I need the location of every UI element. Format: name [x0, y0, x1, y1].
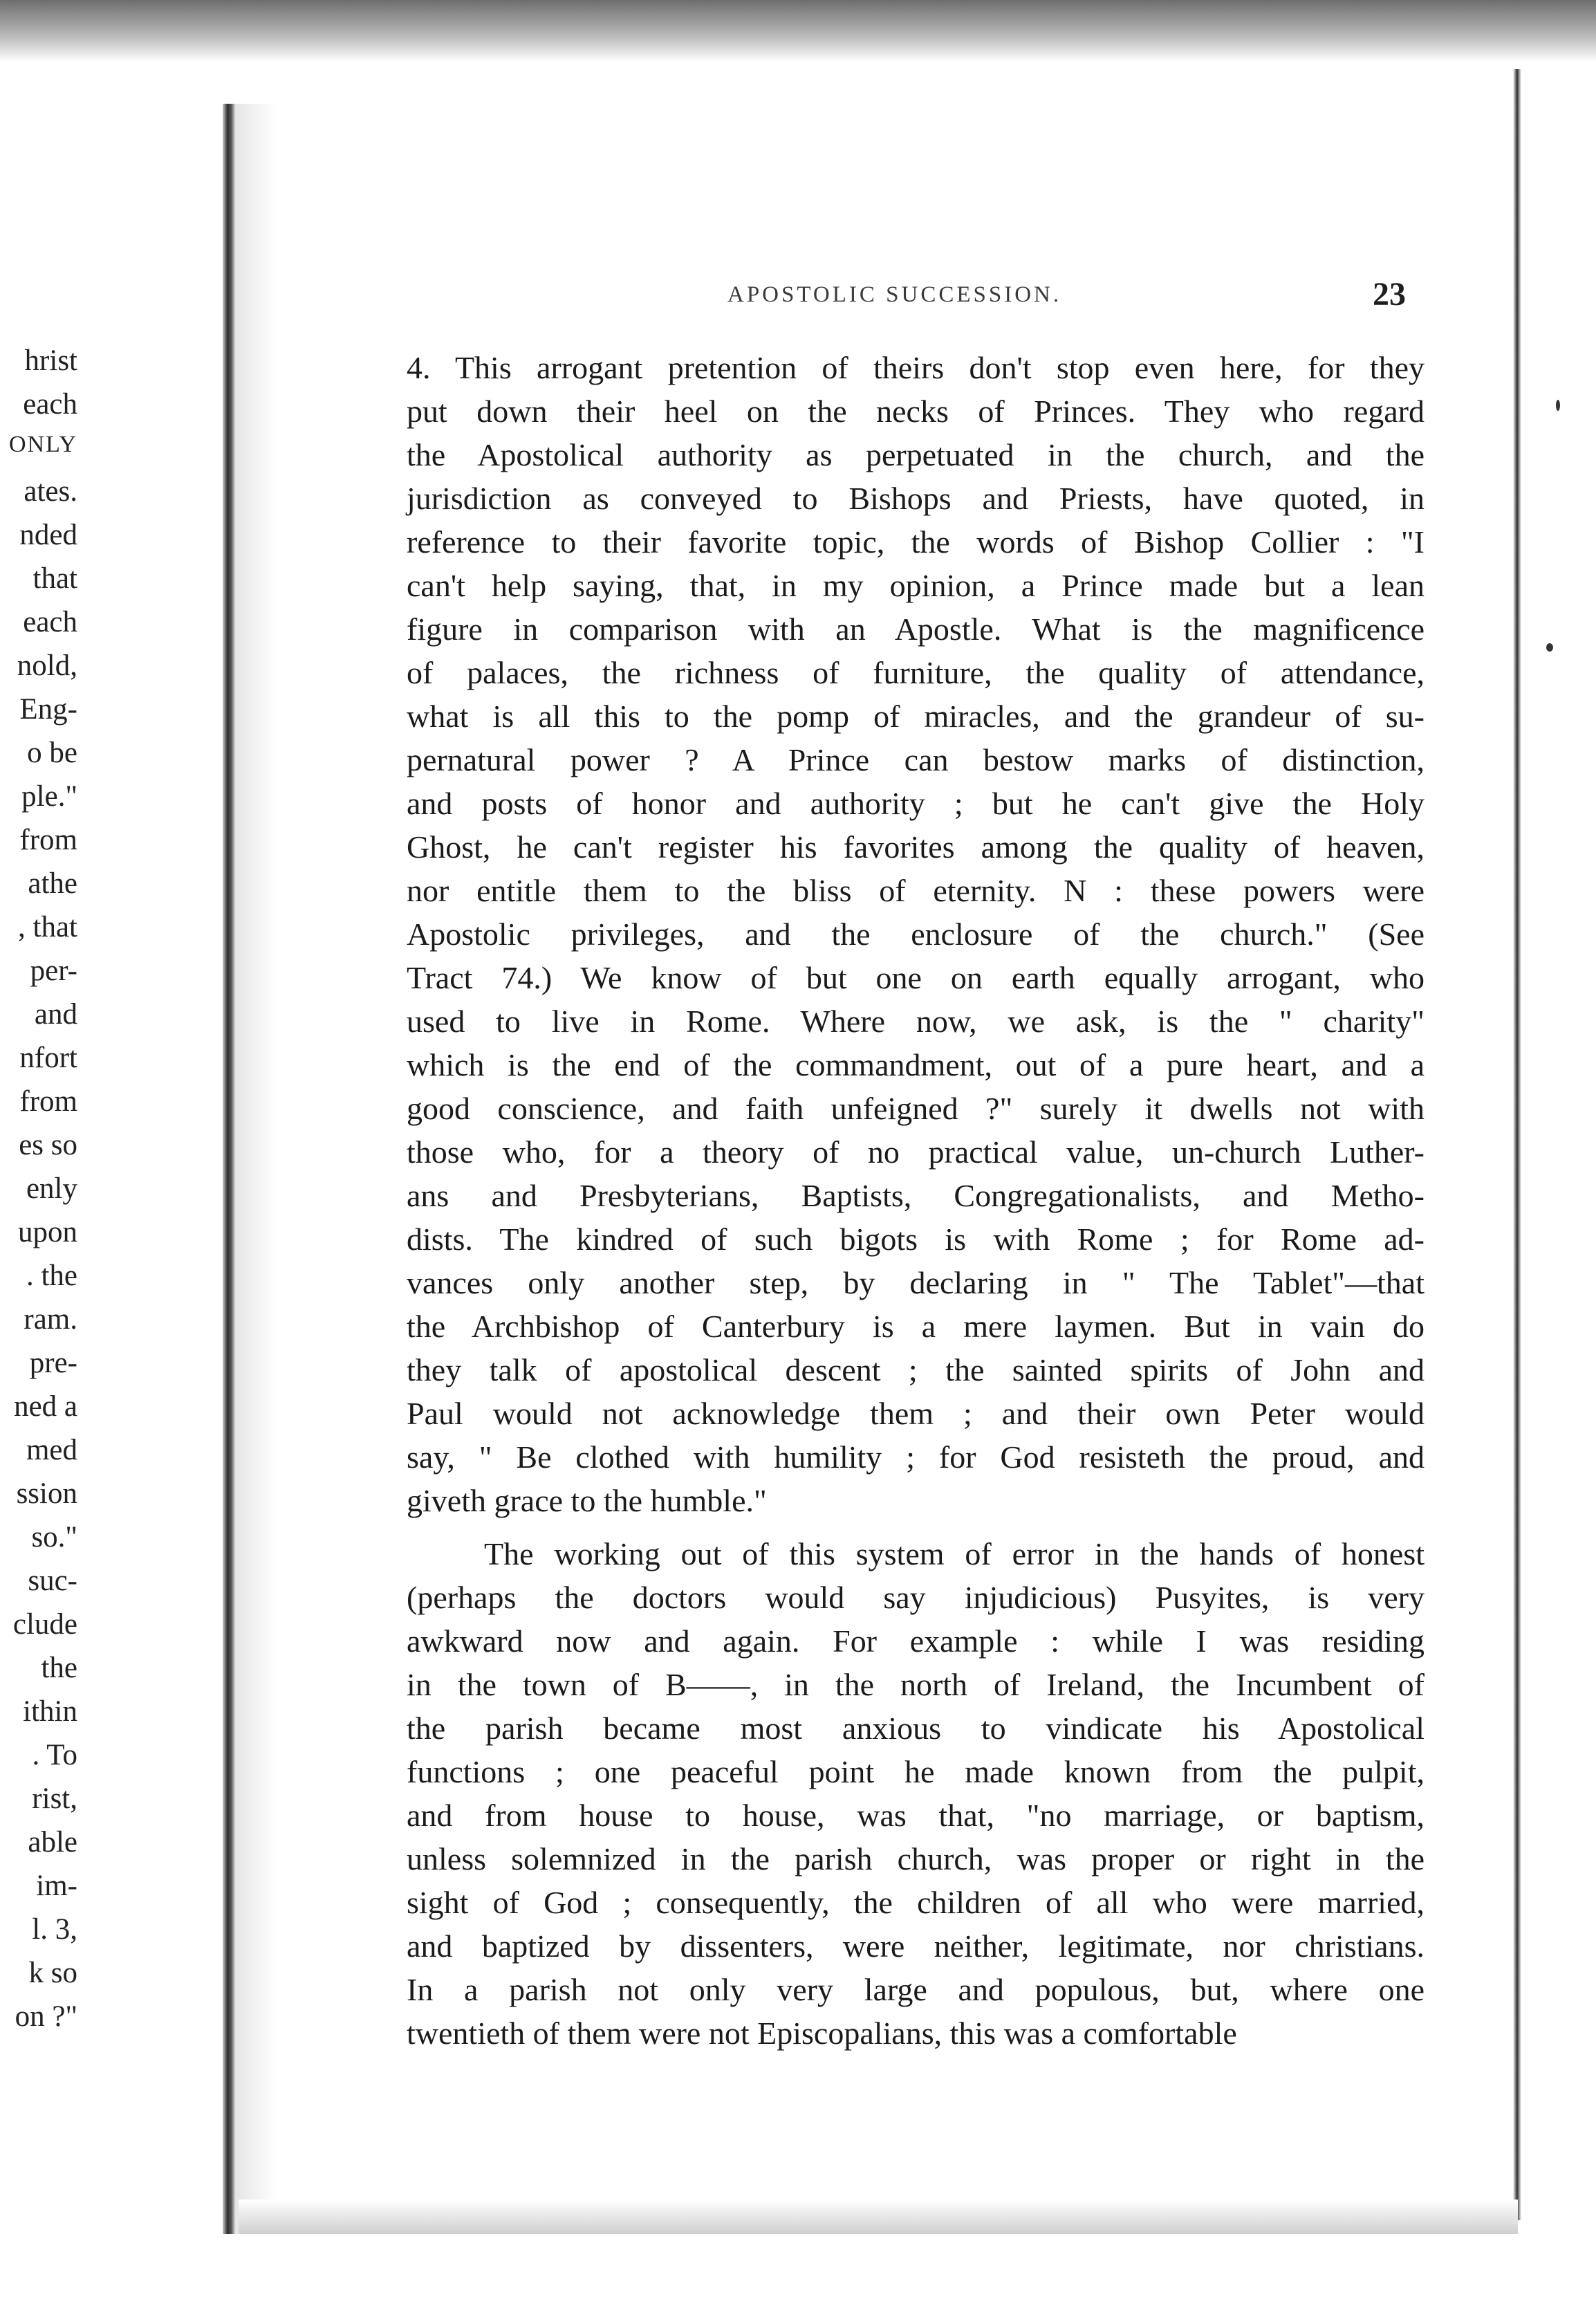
facing-page-fragment: . the — [26, 1260, 77, 1292]
facing-page-fragment: im- — [36, 1870, 77, 1902]
facing-page-fragment: ONLY — [8, 432, 77, 457]
text-line: those who, for a theory of no practical value, un-church Luther- — [407, 1134, 1425, 1170]
text-line: giveth grace to the humble." — [407, 1483, 767, 1518]
text-line: (perhaps the doctors would say injudicious) Pusyites, is very — [407, 1580, 1425, 1615]
scan-top-shadow — [0, 0, 1596, 62]
text-line: say, " Be clothed with humility ; for God resisteth the proud, and — [407, 1439, 1425, 1475]
text-line: unless solemnized in the parish church, was proper or right in the — [407, 1841, 1425, 1876]
text-line: 4. This arrogant pretention of theirs don't stop even here, for they — [407, 350, 1425, 385]
text-line: twentieth of them were not Episcopalians, this was a comfortable — [407, 2016, 1237, 2051]
text-line: the Apostolical authority as perpetuated in the church, and the — [407, 437, 1425, 472]
text-line: they talk of apostolical descent ; the sainted spirits of John and — [407, 1352, 1425, 1387]
facing-page-fragment: l. 3, — [32, 1913, 77, 1946]
page-bottom-edge — [239, 2200, 1518, 2234]
facing-page-fragment: Eng- — [19, 693, 77, 726]
text-line: figure in comparison with an Apostle. What is the magnificence — [407, 611, 1425, 647]
text-line: Tract 74.) We know of but one on earth equally arrogant, who — [407, 960, 1425, 995]
facing-page-fragment: es so — [19, 1129, 77, 1161]
text-line: nor entitle them to the bliss of eternity. N : these powers were — [407, 873, 1425, 908]
body-text — [407, 346, 1425, 2055]
facing-page-fragment: ned a — [14, 1390, 77, 1423]
text-line: which is the end of the commandment, out of a pure heart, and a — [407, 1047, 1425, 1082]
text-line: dists. The kindred of such bigots is with Rome ; for Rome ad- — [407, 1221, 1425, 1257]
facing-page-fragment: rist, — [32, 1782, 77, 1815]
facing-page-fragment: ple." — [21, 780, 77, 813]
facing-page-fragment: clude — [12, 1608, 77, 1641]
facing-page-fragment: . To — [32, 1739, 77, 1771]
facing-page-fragment: ithin — [23, 1695, 77, 1728]
facing-page-fragment: ates. — [24, 475, 77, 508]
facing-page-fragment: athe — [28, 867, 77, 900]
text-line: The working out of this system of error in the hands of honest — [484, 1536, 1425, 1571]
facing-page-fragment: , that — [18, 911, 77, 943]
scan-speck — [1546, 643, 1553, 652]
facing-page-fragments — [0, 346, 100, 2103]
text-line: sight of God ; consequently, the children of all who were married, — [407, 1885, 1425, 1920]
facing-page-fragment: upon — [18, 1216, 77, 1248]
text-line: the Archbishop of Canterbury is a mere laymen. But in vain do — [407, 1309, 1425, 1344]
facing-page-fragment: and — [34, 998, 77, 1031]
text-line: Paul would not acknowledge them ; and their own Peter would — [407, 1396, 1425, 1431]
facing-page-fragment: on ?" — [15, 2000, 77, 2033]
facing-page-fragment: from — [19, 824, 77, 856]
text-line: can't help saying, that, in my opinion, a Prince made but a lean — [407, 568, 1425, 603]
text-line: in the town of B——, in the north of Ireland, the Incumbent of — [407, 1667, 1425, 1702]
text-line: of palaces, the richness of furniture, the quality of attendance, — [407, 655, 1425, 690]
text-line: and posts of honor and authority ; but he can't give the Holy — [407, 786, 1425, 821]
facing-page-fragment: nold, — [17, 649, 77, 682]
text-line: good conscience, and faith unfeigned ?" surely it dwells not with — [407, 1091, 1425, 1126]
facing-page-fragment: each — [23, 388, 77, 421]
facing-page-fragment: able — [28, 1826, 77, 1859]
text-line: functions ; one peaceful point he made known from the pulpit, — [407, 1754, 1425, 1789]
facing-page-fragment: each — [23, 606, 77, 638]
text-line: jurisdiction as conveyed to Bishops and Priests, have quoted, in — [407, 481, 1425, 516]
text-line: used to live in Rome. Where now, we ask, is the " charity" — [407, 1004, 1425, 1039]
text-line: Ghost, he can't register his favorites among the quality of heaven, — [407, 829, 1425, 865]
facing-page-fragment: hrist — [24, 346, 77, 377]
facing-page-fragment: nded — [19, 519, 77, 551]
facing-page-fragment: enly — [26, 1172, 77, 1205]
gutter-shadow — [235, 104, 277, 2234]
text-line: ans and Presbyterians, Baptists, Congregationalists, and Metho- — [407, 1178, 1425, 1213]
text-line: In a parish not only very large and populous, but, where one — [407, 1972, 1425, 2007]
text-line: vances only another step, by declaring in " The Tablet"—that — [407, 1265, 1425, 1300]
facing-page-fragment: from — [19, 1085, 77, 1118]
facing-page-fragment: that — [33, 562, 77, 595]
text-line: and from house to house, was that, "no marriage, or baptism, — [407, 1798, 1425, 1833]
text-line: pernatural power ? A Prince can bestow marks of distinction, — [407, 742, 1425, 777]
page-number: 23 — [1373, 276, 1406, 313]
text-line: awkward now and again. For example : while I was residing — [407, 1623, 1425, 1659]
text-line: what is all this to the pomp of miracles, and the grandeur of su- — [407, 699, 1425, 734]
text-line: put down their heel on the necks of Princes. They who regard — [407, 394, 1425, 429]
book-spine — [223, 104, 235, 2234]
facing-page-fragment: so." — [31, 1521, 77, 1553]
text-line: Apostolic privileges, and the enclosure of the church." (See — [407, 916, 1425, 952]
facing-page-fragment: nfort — [19, 1042, 77, 1074]
facing-page-fragment: the — [41, 1652, 77, 1684]
text-line: reference to their favorite topic, the words of Bishop Collier : "I — [407, 524, 1425, 560]
scan-speck — [1556, 400, 1560, 411]
text-line: the parish became most anxious to vindicate his Apostolical — [407, 1710, 1425, 1746]
facing-page-fragment: med — [26, 1434, 77, 1466]
facing-page-fragment: k so — [28, 1957, 77, 1989]
facing-page-fragment: pre- — [29, 1347, 77, 1379]
facing-page-fragment: ssion — [16, 1477, 77, 1510]
text-line: and baptized by dissenters, were neither, legitimate, nor christians. — [407, 1928, 1425, 1964]
facing-page-fragment: suc- — [28, 1565, 77, 1597]
running-head: APOSTOLIC SUCCESSION. — [727, 282, 1062, 307]
facing-page-fragment: o be — [27, 737, 77, 769]
page-edge — [1513, 69, 1521, 2220]
facing-page-fragment: ram. — [24, 1303, 77, 1336]
facing-page-fragment: per- — [30, 954, 77, 987]
